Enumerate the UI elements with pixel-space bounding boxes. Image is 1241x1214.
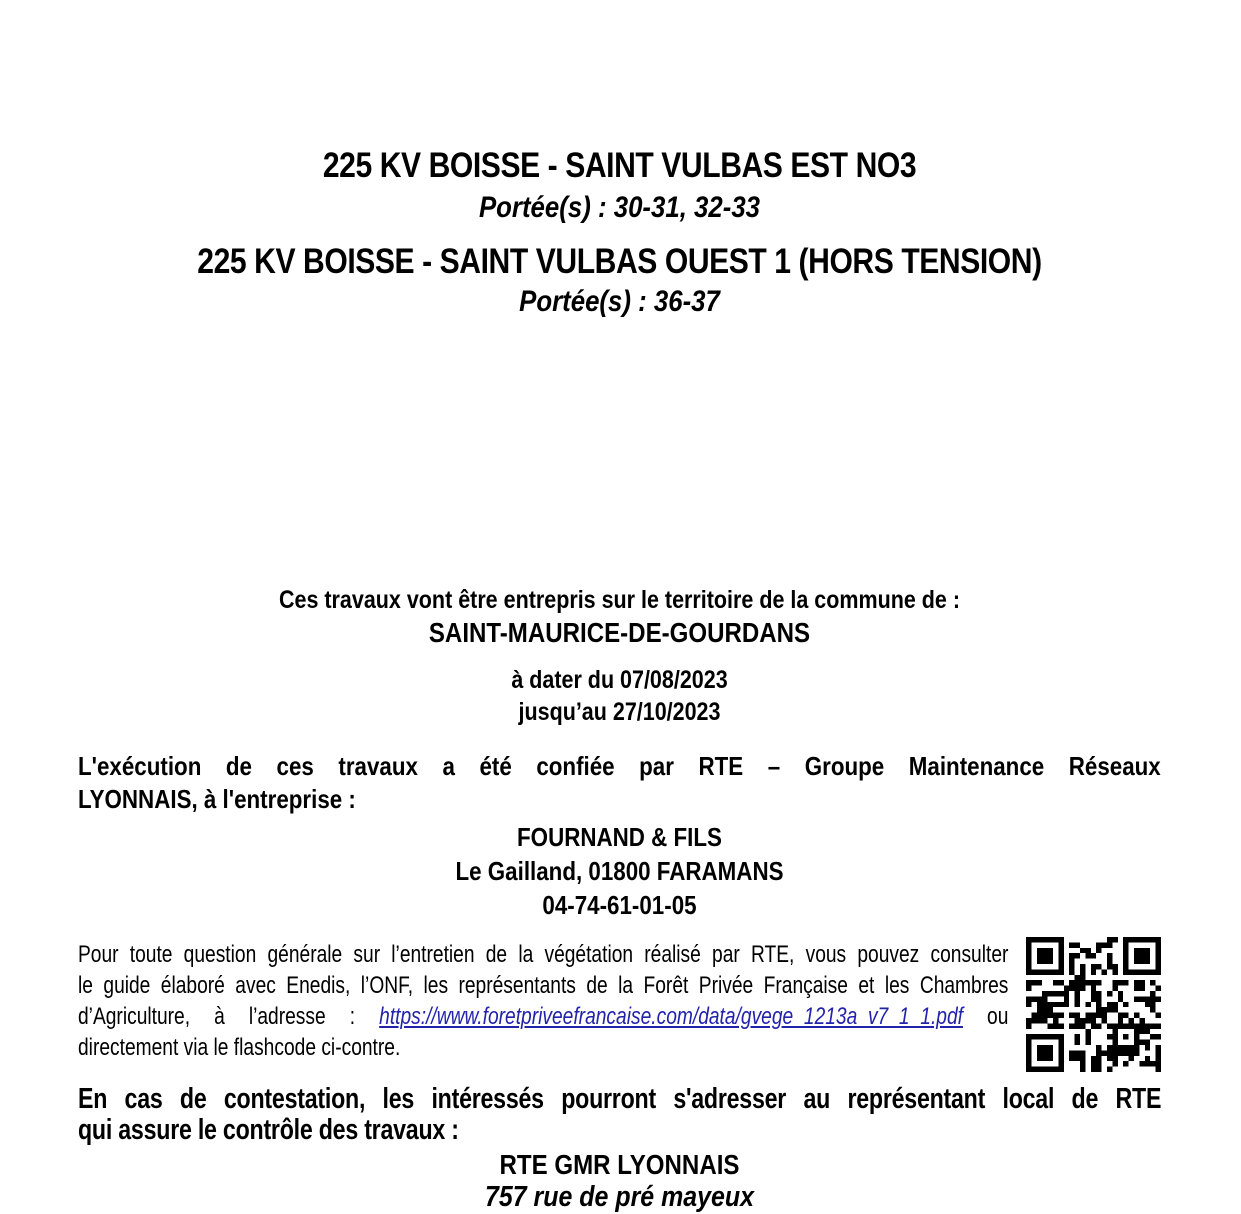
info-line-2: le guide élaboré avec Enedis, l’ONF, les représentants de la Forêt Privée Française et les Chambres: [78, 972, 1009, 999]
qr-flashcode-icon: [1026, 937, 1161, 1072]
commune-intro: Ces travaux vont être entrepris sur le territoire de la commune de :: [278, 586, 961, 614]
info-line-1: Pour toute question générale sur l’entretien de la végétation réalisé par RTE, vous pouvez consulter: [78, 941, 1009, 968]
info-section: [78, 939, 1161, 1072]
date-to: jusqu’au 27/10/2023: [518, 698, 721, 726]
info-line-4: directement via le flashcode ci-contre.: [78, 1034, 401, 1061]
commune-name: SAINT-MAURICE-DE-GOURDANS: [428, 617, 811, 648]
info-paragraph: [78, 939, 1008, 1063]
company-phone: 04-74-61-01-05: [542, 890, 697, 920]
rte-org-address: 757 rue de pré mayeux: [485, 1181, 754, 1213]
line-portee-2: Portée(s) : 36-37: [519, 285, 720, 318]
execution-line-1: L'exécution de ces travaux a été confiée par RTE – Groupe Maintenance Réseaux: [78, 751, 1161, 781]
company-address: Le Gailland, 01800 FARAMANS: [455, 856, 784, 886]
info-line-3: [78, 1001, 1008, 1032]
info-line-3-suffix: ou: [962, 1003, 1009, 1030]
execution-paragraph: [78, 750, 1161, 816]
company-name: FOURNAND & FILS: [517, 822, 722, 852]
contest-line-2: qui assure le contrôle des travaux :: [78, 1114, 459, 1146]
guide-pdf-link[interactable]: https://www.foretpriveefrancaise.com/data/gvege_1213a_v7_1_1.pdf: [379, 1003, 963, 1030]
rte-org-name: RTE GMR LYONNAIS: [499, 1149, 740, 1180]
contest-line-1: En cas de contestation, les intéressés pourront s'adresser au représentant local de RTE: [78, 1083, 1162, 1115]
info-line-3-prefix: d’Agriculture, à l’adresse :: [78, 1003, 380, 1030]
contest-paragraph: [78, 1084, 1161, 1146]
line-title-2: 225 KV BOISSE - SAINT VULBAS OUEST 1 (HORS TENSION): [197, 242, 1042, 281]
execution-line-2: LYONNAIS, à l'entreprise :: [78, 784, 356, 814]
line-title-1: 225 KV BOISSE - SAINT VULBAS EST NO3: [322, 146, 917, 185]
date-from: à dater du 07/08/2023: [511, 666, 728, 694]
line-portee-1: Portée(s) : 30-31, 32-33: [478, 191, 761, 224]
